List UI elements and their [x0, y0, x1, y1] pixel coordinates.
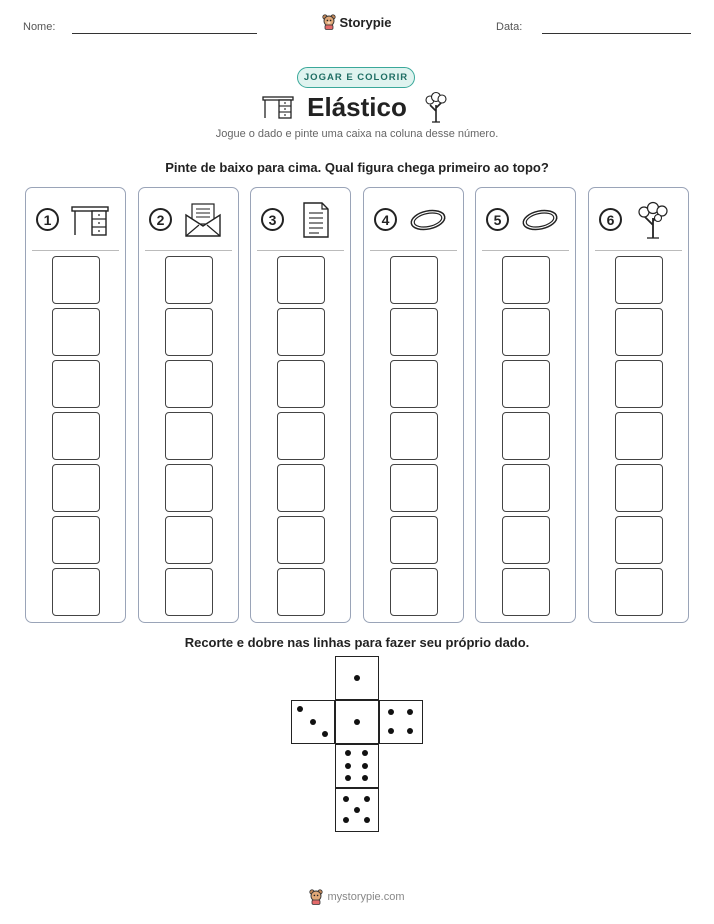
name-line[interactable] [72, 33, 257, 34]
color-box[interactable] [52, 360, 100, 408]
die-pip [354, 719, 360, 725]
die-pip [407, 709, 413, 715]
die-pip [345, 750, 351, 756]
color-box[interactable] [165, 256, 213, 304]
column-divider [32, 250, 119, 251]
column-divider [145, 250, 232, 251]
footer-url: mystorypie.com [327, 891, 405, 903]
date-label: Data: [496, 21, 523, 33]
column-6 [588, 187, 689, 623]
color-box[interactable] [615, 516, 663, 564]
column-2 [138, 187, 239, 623]
desk-icon [70, 201, 110, 239]
tree-icon [633, 201, 673, 239]
page-subtitle: Jogue o dado e pinte uma caixa na coluna desse número. [215, 128, 499, 140]
color-box[interactable] [52, 256, 100, 304]
color-box[interactable] [502, 360, 550, 408]
die-pip [362, 750, 368, 756]
brand-name: Storypie [339, 14, 392, 30]
die-face-1 [335, 700, 379, 744]
die-pip [310, 719, 316, 725]
column-5 [475, 187, 576, 623]
die-pip [322, 731, 328, 737]
die-pip [362, 775, 368, 781]
color-box[interactable] [390, 412, 438, 460]
color-box[interactable] [615, 360, 663, 408]
tree-icon [424, 91, 448, 123]
bear-mascot-icon [309, 889, 323, 905]
die-pip [345, 763, 351, 769]
color-box[interactable] [390, 568, 438, 616]
die-pip [354, 675, 360, 681]
color-box[interactable] [52, 516, 100, 564]
instruction-top: Pinte de baixo para cima. Qual figura chega primeiro ao topo? [165, 160, 549, 175]
bear-mascot-icon [322, 14, 336, 30]
column-number: 6 [599, 208, 622, 231]
color-box[interactable] [165, 412, 213, 460]
column-number: 5 [486, 208, 509, 231]
column-number: 3 [261, 208, 284, 231]
color-box[interactable] [502, 308, 550, 356]
rubber-band-icon [408, 201, 448, 239]
color-box[interactable] [277, 308, 325, 356]
die-pip [388, 709, 394, 715]
column-divider [595, 250, 682, 251]
color-box[interactable] [165, 308, 213, 356]
die-pip [388, 728, 394, 734]
die-pip [364, 796, 370, 802]
color-box[interactable] [390, 256, 438, 304]
color-box[interactable] [390, 308, 438, 356]
column-divider [482, 250, 569, 251]
color-box[interactable] [165, 568, 213, 616]
footer [0, 889, 714, 908]
brand-logo [0, 14, 714, 33]
color-box[interactable] [615, 464, 663, 512]
date-line[interactable] [542, 33, 691, 34]
color-box[interactable] [502, 256, 550, 304]
column-3 [250, 187, 351, 623]
color-box[interactable] [615, 308, 663, 356]
die-pip [407, 728, 413, 734]
column-4 [363, 187, 464, 623]
color-box[interactable] [52, 568, 100, 616]
color-box[interactable] [165, 464, 213, 512]
rubber-band-icon [520, 201, 560, 239]
die-pip [362, 763, 368, 769]
document-icon [295, 201, 335, 239]
color-box[interactable] [52, 464, 100, 512]
color-box[interactable] [52, 412, 100, 460]
activity-badge: JOGAR E COLORIR [297, 67, 415, 88]
color-box[interactable] [390, 360, 438, 408]
name-label: Nome: [23, 21, 56, 33]
die-pip [343, 796, 349, 802]
color-box[interactable] [502, 516, 550, 564]
die-pip [343, 817, 349, 823]
instruction-bottom: Recorte e dobre nas linhas para fazer seu próprio dado. [184, 635, 530, 650]
column-number: 1 [36, 208, 59, 231]
die-pip [364, 817, 370, 823]
color-box[interactable] [277, 516, 325, 564]
color-box[interactable] [165, 360, 213, 408]
column-1 [25, 187, 126, 623]
color-box[interactable] [502, 568, 550, 616]
die-pip [345, 775, 351, 781]
column-number: 2 [149, 208, 172, 231]
color-box[interactable] [52, 308, 100, 356]
color-box[interactable] [502, 412, 550, 460]
color-box[interactable] [277, 360, 325, 408]
color-box[interactable] [277, 412, 325, 460]
color-box[interactable] [615, 256, 663, 304]
color-box[interactable] [615, 568, 663, 616]
page-title: Elástico [307, 92, 407, 122]
color-box[interactable] [390, 464, 438, 512]
column-divider [370, 250, 457, 251]
die-pip [297, 706, 303, 712]
color-box[interactable] [277, 464, 325, 512]
die-face-1 [335, 656, 379, 700]
color-box[interactable] [277, 568, 325, 616]
color-box[interactable] [277, 256, 325, 304]
die-face-5 [335, 788, 379, 832]
envelope-icon [183, 201, 223, 239]
die-pip [354, 807, 360, 813]
die-face-6 [335, 744, 379, 788]
column-number: 4 [374, 208, 397, 231]
die-face-4 [379, 700, 423, 744]
color-box[interactable] [615, 412, 663, 460]
color-box[interactable] [502, 464, 550, 512]
color-box[interactable] [390, 516, 438, 564]
color-box[interactable] [165, 516, 213, 564]
die-face-3 [291, 700, 335, 744]
column-divider [257, 250, 344, 251]
